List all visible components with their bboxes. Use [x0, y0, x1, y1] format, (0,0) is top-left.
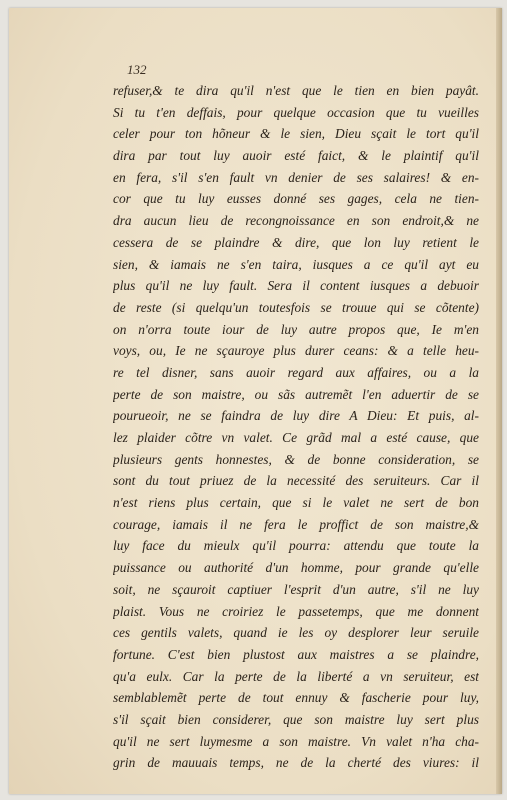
text-line: grin de mauuais temps, ne de la cherté des viures: il: [113, 755, 479, 771]
text-line: qu'a eulx. Car la perte de la liberté a vn seruiteur, est: [113, 668, 479, 684]
text-line: soit, ne sçauroit captiuer l'esprit d'un autre, s'il ne luy: [113, 581, 479, 597]
text-line: luy face du mieulx qu'il pourra: attendu que toute la: [113, 538, 479, 554]
text-line: celer pour ton hõneur & le sien, Dieu sçait le tort qu'il: [113, 126, 479, 142]
text-line: voys, ou, Ie ne sçauroye plus durer ceans: & a telle heu-: [113, 343, 479, 359]
text-line: cessera de se plaindre & dire, que lon luy retient le: [113, 234, 479, 250]
text-line: refuser,& te dira qu'il n'est que le tien en bien payât.: [113, 83, 479, 98]
text-line: n'est riens plus certain, que si le valet ne sert de bon: [113, 495, 479, 511]
text-line: lez plaider cõtre vn valet. Ce grãd mal a esté cause, que: [113, 430, 479, 445]
text-line: pourueoir, ne se faindra de luy dire A Dieu: Et puis, al-: [113, 408, 479, 424]
text-line: dira par tout luy auoir esté faict, & le plaintif qu'il: [113, 148, 479, 164]
text-line: semblablemẽt perte de tout ennuy & fascherie pour luy,: [113, 690, 479, 706]
text-line: plus qu'il ne luy fault. Sera il content iusques a debuoir: [113, 278, 479, 294]
text-line: plusieurs gents honnestes, & de bonne consideration, se: [113, 451, 479, 467]
text-line: de reste (si quelqu'un toutesfois se trouue qui se cõtente): [113, 299, 479, 315]
text-line: en fera, s'il s'en fault vn denier de ses salaires! & en-: [113, 169, 479, 185]
text-line: cor que tu luy eusses donné ses gages, cela ne tien-: [113, 191, 479, 207]
text-line: courage, iamais il ne fera le proffict de son maistre,&: [113, 516, 479, 532]
page-gutter-edge: [496, 8, 502, 794]
text-line: Si tu t'en deffais, pour quelque occasion que tu vueilles: [113, 104, 479, 120]
text-line: re tel disner, sans auoir regard aux affaires, ou a la: [113, 364, 479, 380]
text-line: on n'orra toute iour de luy autre propos que, Ie m'en: [113, 321, 479, 337]
book-page: [9, 8, 502, 794]
text-line: puissance ou authorité d'un homme, pour grande qu'elle: [113, 560, 479, 576]
text-line: perte de son maistre, ou sãs autremẽt l'en aduertir de se: [113, 386, 479, 402]
text-line: sont du tout priuez de la necessité des seruiteurs. Car il: [113, 473, 479, 489]
text-line: sien, & iamais ne s'en taira, iusques a ce qu'il ayt eu: [113, 256, 479, 272]
page-number: 132: [127, 62, 147, 77]
text-line: ces gentils valets, quand ie les oy desplorer leur seruile: [113, 625, 479, 641]
text-line: plaist. Vous ne croiriez le passetemps, que me donnent: [113, 603, 479, 619]
text-line: dra aucun lieu de recongnoissance en son endroit,& ne: [113, 213, 479, 229]
text-line: fortune. C'est bien plustost aux maistres a se plaindre,: [113, 646, 479, 662]
body-text: [113, 80, 479, 774]
text-line: qu'il ne sert luymesme a son maistre. Vn valet n'ha cha-: [113, 733, 479, 749]
text-line: s'il sçait bien considerer, que son maistre luy sert plus: [113, 711, 479, 727]
